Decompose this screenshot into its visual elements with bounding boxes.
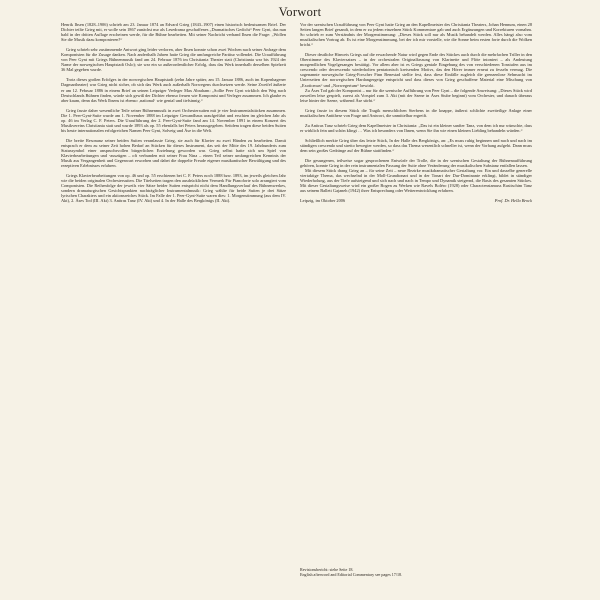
preface-paragraph: Grieg schrieb sehr zustimmende Antwort ging leider verloren, aber Ibsen konnte schon zwei Wochen nach seiner Anfrage dem Komponisten für die Zusage danken. Nach anderthalb Jahren hatte Grieg die umfangreiche Partitur vollendet. Die Uraufführung von Peer Gynt mit Griegs Bühnenmusik fand am 24. Februar 1876 im Christiania Theater statt (Christiania war bis 1924 der Name der norwegischen Hauptstadt Oslo); sie war ein so außerordentlicher Erfolg, dass das Werk innerhalb derselben Spielzeit 36 Mal gegeben wurde. [61, 47, 286, 73]
footnote-revision: Revisionsbericht: siehe Seite 18. [300, 567, 354, 572]
signature-place-date: Leipzig, im Oktober 2006 [300, 198, 346, 204]
preface-paragraph: Mit diesem Stück drang Grieg an – für seine Zeit – neue Bezirke musikdramatischer Gestaltung vor. Ein und dasselbe generelle viertaktige Thema, das wechselnd in der Moll-Grundtonart und in der Tonart der Dur-Dominante erklingt, bildet in ständiger Wiederholung, aus der Tiefe aufsteigend und sich nach und nach in Tempo und Dynamik steigernd, die Basis des gesamten Stückes. Mit dieser Gestaltungsweise wird ein großer Bogen zu Werken wie Ravels Boléro (1928) oder Charactenstamuss Rasitschim Tanz aus seinem Ballett Gajaneh (1942) ihrer Entsprechung oder Weiterentwicklung erfahren. [300, 168, 532, 194]
preface-paragraph: Zu Åses Tod gab der Komponist – nur für die szenische Aufführung von Peer Gynt – die folgende Anweisung: „Dieses Stück wird zuweilen leise gespielt, zuerst als Vorspiel zum 3. Akt (mit der Szene in Åses Stube beginnt) vom Orchester, und danach überaus leise hinter der Szene, während Åse stirbt.“ [300, 87, 532, 103]
preface-paragraph: Grieg fasste daher wesentliche Teile seiner Bühnenmusik in zwei Orchestersuiten mit je vier Instrumentalstücken zusammen. Die 1. Peer-Gynt-Suite wurde am 1. November 1888 im Leipziger Gewandhaus uraufgeführt und erschien im gleichen Jahr als op. 46 im Verlag C. F. Peters. Die Uraufführung der 2. Peer-Gynt-Suite fand am 14. November 1891 in einem Konzert des Musikvereins Christiania statt und wurde 1893 als op. 55 ebenfalls bei Peters herausgegeben. Seitdem tragen diese beiden Suiten bis heute internationalen erfolgreichen Namen Peer Gynt, Solveig und Åse in die Welt. [61, 107, 286, 133]
signature-author: Prof. Dr. Hella Brock [494, 198, 532, 204]
left-text-column [61, 22, 286, 208]
preface-paragraph: Trotz dieses großen Erfolges in der norwegischen Hauptstadt (zehn Jahre später, am 15. Januar 1886, auch im Kopenhagener Dagmartheater) war Grieg nicht sicher, ob sich das Werk auch außerhalb Norwegens durchsetzen werde. Seine Zweifel äußerte er am 12. Februar 1886 in einem Brief an seinen Leipziger Verleger Max Abraham: „Sollte Peer Gynt wirklich den Weg nach Deutschlands Bühnen finden, würde sich gewiß der Dichter ebenso freuen wie Komponist und Verleger zusammen. Ich glaube es aber kaum, denn das Werk Ibsens ist ebenso ‚national‘ wie genial und tiefsinnig.“ [61, 77, 286, 103]
preface-paragraph: Grieg fasste in diesem Stück die Tragik menschlichen Sterbens in die knappe, äußerst schlichte zweiteilige Anlage einer musikalischen Antithese von Frage und Antwort, die unmittelbar ergreift. [300, 107, 532, 118]
preface-paragraph: Die breite Resonanz seiner beiden Suiten veranlasste Grieg, sie auch für Klavier zu zwei Händen zu bearbeiten. Damit entsprach er dem zu seiner Zeit hohen Bedarf an Stücken für dieses Instrument, das seit der Mitte des 19. Jahrhunderts zum Statussymbol einer anspruchsvollen bürgerlichen Erziehung geworden war. Grieg selbst hatte sich um Spiel von Klavierbearbeitungen und -auszügen – oft verbunden mit seiner Frau Nina – einen Teil seiner umfangreichen Kenntnis der Musik aus Vergangenheit und Gegenwart erworben und dabei die doppelte Freude eigener musikantischer Bewältigung und des rezeptiven Erlebnisses erfahren. [61, 137, 286, 169]
preface-paragraph: Zu Anitras Tanz schrieb Grieg dem Kapellmeister in Christiania: „Das ist ein kleiner sanfter Tanz, von dem ich nur wünschte, dass er wirklich fein und schön klingt … Was ich besonders von Ihnen, wenn Sie ihn wie einen kleinen Liebling behandeln würden.“ [300, 122, 532, 133]
footnotes [300, 567, 532, 577]
preface-paragraph: Henrik Ibsen (1828–1906) schrieb am 23. Januar 1874 an Edvard Grieg (1843–1907) einen historisch bedeutsamen Brief. Der Dichter teilte Grieg mit, er wolle sein 1867 zunächst nur als Lesedrama geschaffenes „Dramatisches Gedicht“ Peer Gynt, das nun bald in der dritten Auflage erscheinen werde, für die Bühne bearbeiten. Mit seiner Nachricht verband Ibsen die Frage: „Wollen Sie die Musik dazu komponieren?“ [61, 22, 286, 43]
preface-paragraph: Dieser deutliche Hinweis Griegs auf die erwachende Natur wird gegen Ende des Stückes auch durch die mehrfachen Triller in den Oberstimme des Klaviersatzes – in der orchestralen Originalfassung von Klarinette und Flöte intoniert – als Andeutung morgendlichen Vogelgesanges bestätigt. Vor allem aber ist es Griegs geniale Eingebung des von verschiedenen Tonstufen aus im crescendo oder decrescendo wiederholten pentatonisch kreisenden Motivs, das den Hörer immer erneut zu fesseln vermag. Die sogenannte norwegische Grieg-Forscher Finn Benestad stellte fest, dass diese Einfälle zugleich die grenzenlose Sehnsucht im Unterseiten der norwegischen Hardangergeige entspricht und dass dieses von Grieg geschaffene Material eine Mischung von „Exoticmus“ und „Norwegertum“ bewirkt. [300, 52, 532, 88]
right-text-column [300, 22, 532, 203]
preface-paragraph: Schließlich merkte Grieg über das letzte Stück, In der Halle des Bergkönigs, an: „Es muss ruhig beginnen und nach und nach im ständigen crescendo und stretto bewegter werden, so dass das Thema wesentlich schneller ist, wenn der Vorhang aufgeht. Dann muss dem sein großes Gedränge auf der Bühne stattfinden.“ [300, 137, 532, 153]
preface-paragraph: Die gesungenen, teilweise sogar gesprochenen Entwürfe der Trolle, die in der szenischen Gestaltung der Bühnenaufführung gehören, konnte Grieg in der rein instrumentalen Fassung der Suite ohne Veränderung der musikalischen Substanz entfallen lassen. [300, 158, 532, 169]
signature-line [300, 198, 532, 203]
preface-paragraph: Vor der szenischen Uraufführung von Peer Gynt hatte Grieg an den Kapellmeister des Christiania Theaters, Johan Hennum, einen 28 Seiten langen Brief gesandt, in dem er zu jedem einzelnen Stück Kommentare gab und auch Ergänzungen und Korrekturen vornahm. So schrieb er zum Verständnis der Morgenstimmung: „Dieses Stück soll nur als Musik behandelt werden. Alles hängt also vom musikalischen Vortrag ab. Es ist eine Morgenstimmung, bei der ich mir vorstelle, wie die Sonne beim ersten forte durch die Wolken bricht.“ [300, 22, 532, 48]
page-title: Vorwort [278, 5, 322, 19]
footnote-english: English afterword and Editorial Commentary see pages 17/18. [300, 572, 403, 577]
preface-paragraph: Griegs Klavierbearbeitungen von op. 46 und op. 55 erschienen bei C. F. Peters noch 1888 bzw. 1893, im jeweils gleichen Jahr wie die beiden originalen Orchestersuiten. Die Titelseiten tragen den ausdrücklichen Vermerk Für Pianoforte solo arrangiert vom Componisten. Die Reihenfolge der jeweils vier Sätze beider Suiten entspricht nicht dem Handlungsverlauf des Bühnenwerkes, sondern dramaturgischen Gesichtspunkten nachträglicher Instrumentalmusik: Grieg wählte für beide Suiten je drei Sätze lyrischen Charakters und ein aktionsreiches Stück. Im Falle der 1. Peer-Gynt-Suite waren dies: 1. Morgenstimmung (aus dem IV. Akt), 2. Åses Tod (III. Akt) 3. Anitras Tanz (IV. Akt) und 4. In der Halle des Bergkönigs (II. Akt). [61, 173, 286, 204]
